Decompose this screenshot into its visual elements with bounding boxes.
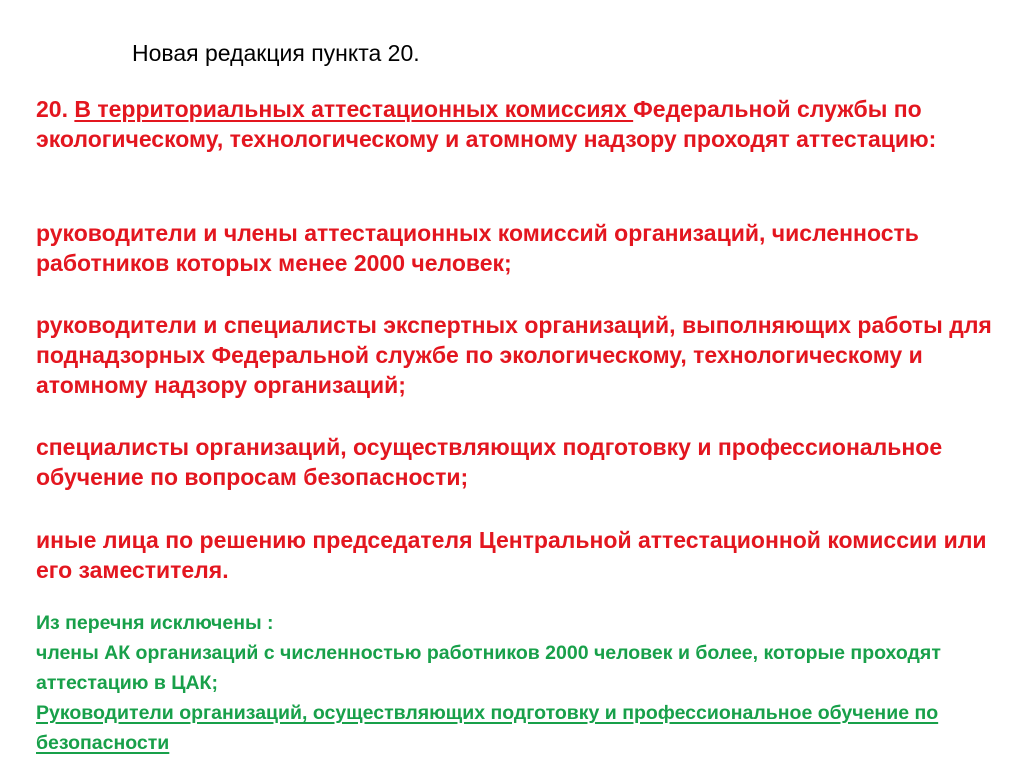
paragraph-intro-text: Федеральной службы по экологическому, технологическому и атомному надзору проходят аттестацию:: [36, 96, 937, 152]
excluded-heading: Из перечня исключены :: [36, 612, 274, 634]
list-item-text: специалисты организаций, осуществляющих подготовку и профессиональное обучение по вопросам безопасности;: [36, 434, 943, 490]
list-item-training-specialists: [36, 432, 996, 492]
list-item-text: руководители и члены аттестационных комиссий организаций, численность работников которых менее 2000 человек;: [36, 220, 919, 276]
list-item-text: иные лица по решению председателя Центральной аттестационной комиссии или его заместителя.: [36, 527, 987, 583]
paragraph-20-intro: [36, 94, 996, 154]
list-item-other-persons: [36, 525, 996, 585]
list-item-text: руководители и специалисты экспертных организаций, выполняющих работы для поднадзорных Федеральной службе по экологическому, технологическому и атомному надзору организаций;: [36, 312, 992, 398]
excluded-item-commission-members: члены АК организаций с численностью работников 2000 человек и более, которые проходят аттестацию в ЦАК;: [36, 642, 941, 694]
paragraph-underlined-phrase: В территориальных аттестационных комиссиях: [74, 96, 634, 122]
slide-title: Новая редакция пункта 20.: [132, 40, 420, 66]
list-item-heads-of-commissions: [36, 218, 996, 278]
paragraph-number: 20.: [36, 96, 75, 122]
excluded-item-training-heads: Руководители организаций, осуществляющих подготовку и профессиональное обучение по безопасности: [36, 702, 939, 754]
excluded-section: [36, 608, 996, 758]
list-item-expert-organizations: [36, 310, 996, 400]
